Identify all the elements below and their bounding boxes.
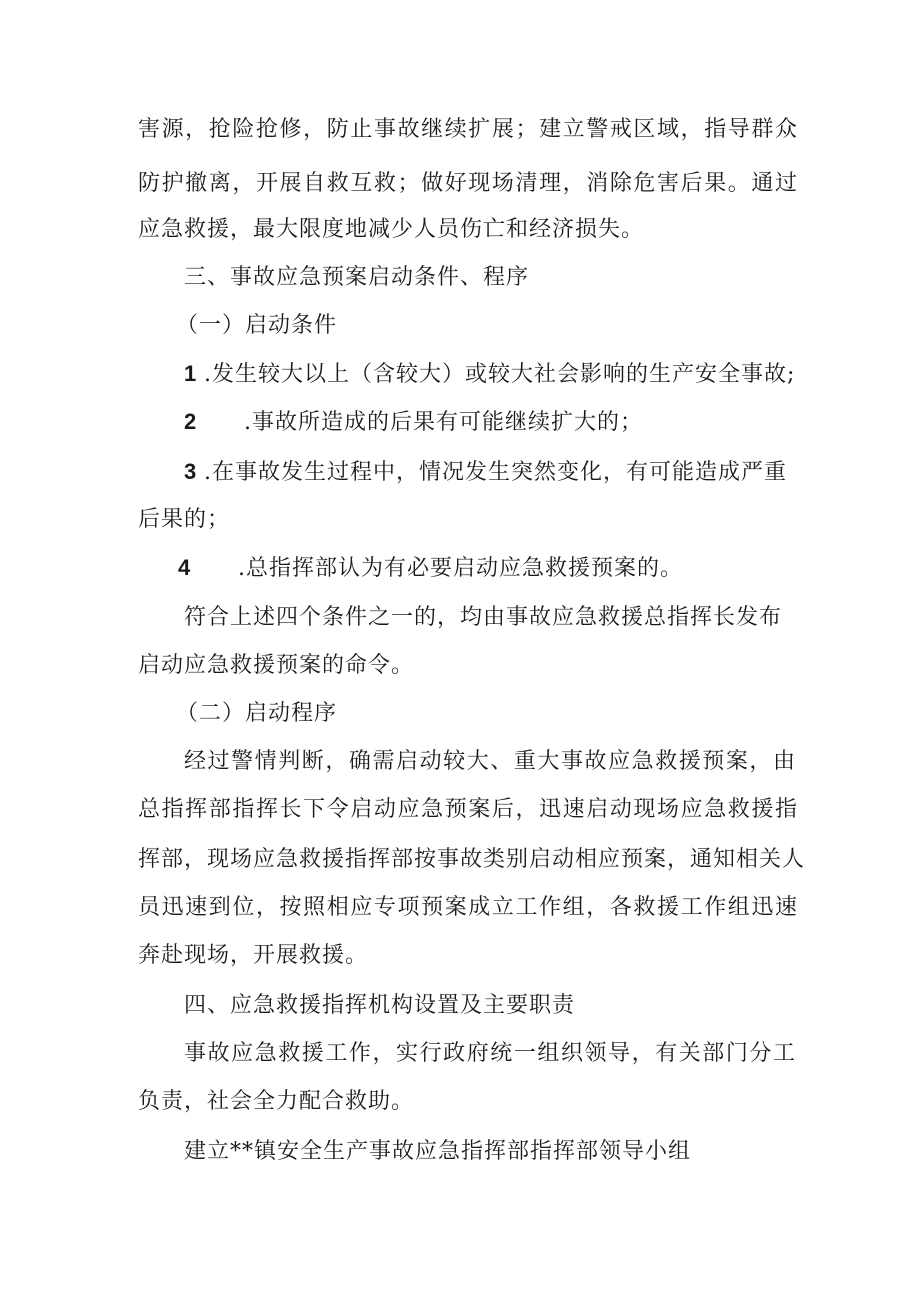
- paragraph-command-line-2: 负责，社会全力配合救助。: [138, 1089, 415, 1114]
- condition-item-2: [184, 407, 844, 438]
- paragraph-intro-line-3: 应急救援，最大限度地减少人员伤亡和经济损失。: [138, 217, 645, 242]
- section-heading-3: 三、事故应急预案启动条件、程序: [184, 265, 530, 290]
- condition-text: .发生较大以上（含较大）或较大社会影响的生产安全事故;: [204, 362, 796, 387]
- paragraph-intro-line-1: 害源，抢险抢修，防止事故继续扩展；建立警戒区域，指导群众: [138, 117, 798, 142]
- paragraph-procedure-line-5: 奔赴现场，开展救援。: [138, 943, 369, 968]
- condition-text: .在事故发生过程中，情况发生突然变化，有可能造成严重: [204, 460, 787, 485]
- condition-item-3: [184, 457, 796, 488]
- paragraph-procedure-line-2: 总指挥部指挥长下令启动应急预案后，迅速启动现场应急救援指: [138, 797, 798, 822]
- condition-text: .总指挥部认为有必要启动应急救援预案的。: [238, 556, 683, 581]
- section-heading-4: 四、应急救援指挥机构设置及主要职责: [184, 993, 576, 1018]
- paragraph-leadership: 建立**镇安全生产事故应急指挥部指挥部领导小组: [184, 1139, 692, 1164]
- paragraph-procedure-line-1: 经过警情判断，确需启动较大、重大事故应急救援预案，由: [184, 749, 796, 774]
- sub-heading-start-procedure: （二）启动程序: [176, 701, 338, 726]
- condition-item-4: [178, 553, 838, 584]
- paragraph-procedure-line-4: 员迅速到位，按照相应专项预案成立工作组，各救援工作组迅速: [138, 895, 798, 920]
- condition-number: 2: [184, 409, 198, 434]
- condition-text: .事故所造成的后果有可能继续扩大的；: [244, 410, 643, 435]
- condition-number: 4: [178, 555, 192, 580]
- paragraph-intro-line-2: 防护撤离，开展自救互救；做好现场清理，消除危害后果。通过: [138, 171, 798, 196]
- sub-heading-start-conditions: （一）启动条件: [176, 313, 338, 338]
- paragraph-command-line-1: 事故应急救援工作，实行政府统一组织领导，有关部门分工: [184, 1041, 796, 1066]
- condition-item-1: [184, 359, 804, 390]
- condition-number: 3: [184, 459, 198, 484]
- paragraph-summary-line-1: 符合上述四个条件之一的，均由事故应急救援总指挥长发布: [184, 605, 783, 630]
- paragraph-summary-line-2: 启动应急救援预案的命令。: [138, 653, 415, 678]
- paragraph-procedure-line-3: 挥部，现场应急救援指挥部按事故类别启动相应预案，通知相关人: [138, 847, 806, 872]
- condition-number: 1: [184, 361, 198, 386]
- condition-item-3-continued: 后果的；: [138, 507, 231, 532]
